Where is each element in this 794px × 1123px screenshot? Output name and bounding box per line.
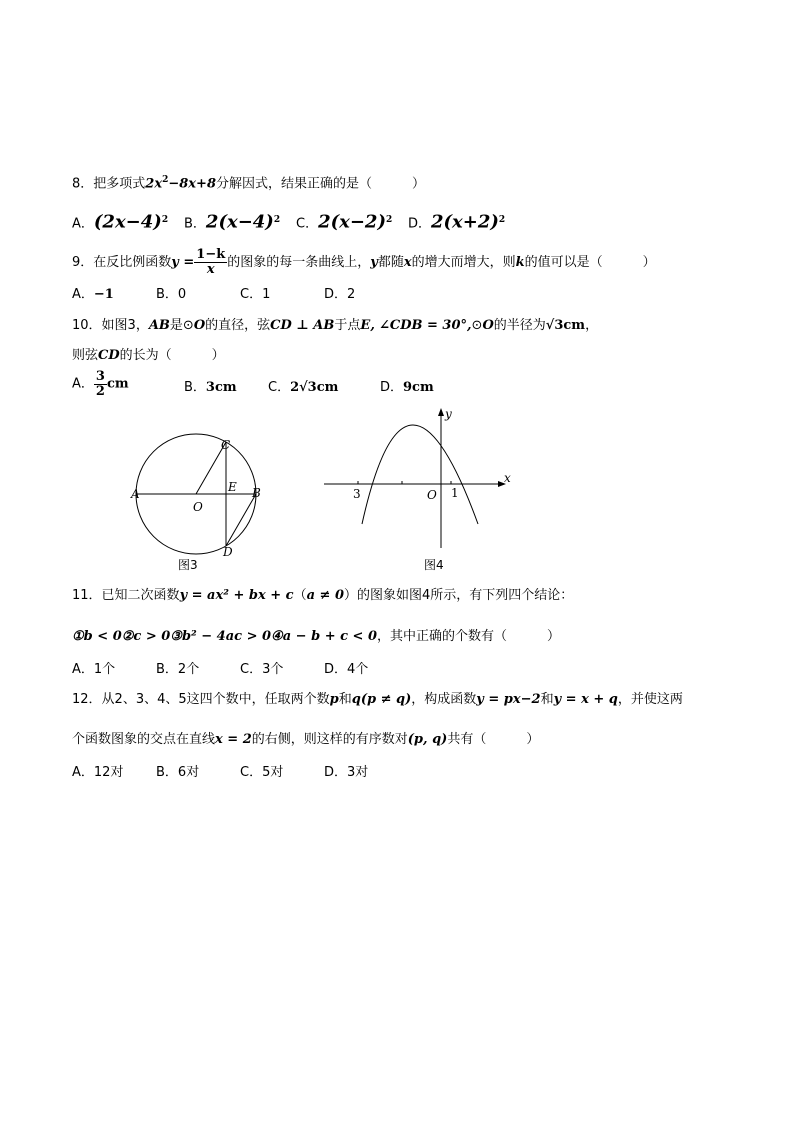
q10-text-c: 的直径，弦: [205, 318, 271, 333]
q9-fraction: [194, 248, 227, 277]
q11-func: y = ax² + bx + c: [179, 588, 294, 603]
option-label: D．: [408, 216, 432, 232]
q10-angle: ∠CDB = 30°,: [378, 318, 472, 333]
fig3-label-e: E: [228, 480, 237, 494]
q10-line2-a: 则弦: [72, 348, 99, 363]
q11-text-e: ）: [547, 629, 561, 644]
q12-line2-c: 共有（: [447, 732, 487, 747]
q9-var-k: k: [515, 255, 525, 270]
q12-text-b: 和: [338, 692, 352, 707]
option-value: 3个: [262, 662, 284, 677]
q11-cond: a ≠ 0: [306, 588, 345, 603]
q10-cd: CD: [98, 348, 120, 363]
q10-radius: √3cm: [545, 318, 586, 333]
q10-number: 10．: [72, 318, 102, 333]
figure-3: [120, 430, 280, 580]
option-value: 2个: [177, 662, 200, 677]
option-label: A．: [72, 216, 94, 232]
q10-cd-perp: CD ⊥ AB: [270, 318, 335, 333]
q8-option-a[interactable]: [72, 210, 168, 234]
option-value: 0: [177, 287, 187, 302]
q8-text-b: 分解因式，结果正确的是（: [216, 176, 373, 192]
option-label: A．: [72, 662, 94, 677]
option-label: B．: [184, 216, 206, 232]
q11-option-b[interactable]: [156, 660, 199, 680]
option-value: 3对: [347, 765, 369, 780]
q11-text-b: （: [293, 588, 307, 603]
option-label: B．: [156, 765, 178, 780]
q8-number: 8．: [72, 176, 94, 192]
q8-option-d[interactable]: [408, 210, 505, 234]
q11-conclusions: ①b < 0②c > 0③b² − 4ac > 0④a − b + c < 0: [72, 629, 378, 644]
q10-text-e: ⊙: [471, 318, 483, 333]
option-value: 1: [262, 287, 271, 302]
q10-text-a: 如图3，: [101, 318, 149, 333]
q12-pair: (p, q): [407, 732, 448, 747]
q9-option-b[interactable]: [156, 285, 186, 305]
q10-o2: O: [482, 318, 494, 333]
q12-text-c: ，构成函数: [411, 692, 477, 707]
fig3-label-a: A: [131, 487, 140, 501]
option-label: C．: [268, 380, 291, 395]
q11-line2: [72, 627, 560, 647]
fig4-label-neg3: 3: [353, 487, 361, 501]
option-value: 1个: [93, 662, 116, 677]
fig4-y-arrow: [438, 408, 444, 416]
option-label: A．: [72, 765, 94, 780]
q9-text-a: 在反比例函数: [93, 255, 172, 270]
q12-option-a[interactable]: [72, 763, 123, 783]
q10-option-b[interactable]: [184, 378, 237, 398]
q12-line2: [72, 730, 539, 750]
option-label: B．: [156, 287, 178, 302]
q9-option-c[interactable]: [240, 285, 270, 305]
q8-expr-sup: 2: [162, 175, 169, 185]
q8-text-a: 把多项式: [93, 176, 146, 192]
option-label: C．: [240, 765, 263, 780]
q12-option-b[interactable]: [156, 763, 199, 783]
q10-line2-c: ）: [211, 348, 225, 363]
q9-text-b: 的图象的每一条曲线上，: [227, 255, 371, 270]
option-value: 3cm: [205, 380, 237, 395]
option-value: 5对: [262, 765, 284, 780]
option-value: −1: [93, 287, 114, 302]
q12-text-e: ，并使这两: [617, 692, 683, 707]
q12-f2: y = x + q: [553, 692, 618, 707]
q10-stem: [72, 316, 598, 336]
q9-text-f: ）: [642, 255, 656, 270]
option-label: C．: [240, 287, 263, 302]
option-expr: 2(x−2): [318, 211, 386, 233]
option-expr: (2x−4): [93, 211, 162, 233]
option-sup: 2: [273, 215, 281, 225]
q10-option-c[interactable]: [268, 378, 338, 398]
q9-text-c: 都随: [377, 255, 404, 270]
q9-text-e: 的值可以是（: [524, 255, 603, 270]
q9-option-d[interactable]: [324, 285, 355, 305]
fig3-label-b: B: [252, 486, 261, 500]
fig3-label-c: C: [221, 438, 231, 452]
q12-number: 12．: [72, 692, 102, 707]
q12-text-d: 和: [540, 692, 554, 707]
q10-text-d: 于点: [334, 318, 361, 333]
option-expr: 2(x+2): [431, 211, 499, 233]
figure-4: [320, 406, 520, 580]
fig4-parabola: [362, 425, 478, 524]
q12-line2-a: 个函数图象的交点在直线: [72, 732, 216, 747]
q12-p: p: [329, 692, 339, 707]
q11-stem: [72, 586, 573, 606]
q10-text-g: ，: [585, 318, 599, 333]
fig4-label-y: y: [445, 407, 452, 421]
option-frac-num: 3: [95, 369, 105, 384]
option-value: 4个: [347, 662, 369, 677]
q8-option-b[interactable]: [184, 210, 280, 234]
option-fraction: [94, 370, 107, 399]
fig3-label-o: O: [193, 500, 203, 514]
q8-expr-b: −8x+8: [168, 176, 216, 192]
q11-text-a: 已知二次函数: [101, 588, 180, 603]
option-value: 9cm: [403, 380, 434, 395]
fig3-label-d: D: [223, 545, 233, 559]
q11-option-a[interactable]: [72, 660, 115, 680]
option-value: 2: [347, 287, 356, 302]
option-frac-den: 2: [95, 384, 105, 399]
option-label: D．: [324, 765, 348, 780]
option-label: C．: [296, 216, 319, 232]
q11-text-c: ）的图象如图4所示，有下列四个结论：: [344, 588, 574, 603]
option-value: 2√3cm: [290, 380, 339, 395]
fig4-caption: 图4: [424, 558, 444, 572]
q11-option-c[interactable]: [240, 660, 283, 680]
q11-number: 11．: [72, 588, 102, 603]
fig4-label-one: 1: [451, 486, 459, 500]
option-label: D．: [324, 662, 348, 677]
option-sup: 2: [385, 215, 393, 225]
q11-text-d: ，其中正确的个数有（: [377, 629, 508, 644]
q12-text-a: 从2、3、4、5这四个数中，任取两个数: [101, 692, 330, 707]
fig4-label-o: O: [427, 488, 437, 502]
option-sup: 2: [161, 215, 169, 225]
q9-var-y: y: [370, 255, 378, 270]
q11-option-d[interactable]: [324, 660, 368, 680]
q12-f1: y = px−2: [476, 692, 541, 707]
q10-ab: AB: [148, 318, 170, 333]
q12-line2-d: ）: [526, 732, 540, 747]
option-label: B．: [156, 662, 178, 677]
option-label: A．: [72, 376, 94, 392]
q12-line2-b: 的右侧，则这样的有序数对: [251, 732, 408, 747]
q10-option-d[interactable]: [380, 378, 434, 398]
q9-number: 9．: [72, 255, 94, 270]
q8-text-c: ）: [412, 176, 426, 192]
q12-option-c[interactable]: [240, 763, 283, 783]
fig4-label-x: x: [504, 471, 511, 485]
q10-e: E,: [360, 318, 375, 333]
q8-stem: [72, 170, 425, 194]
q9-y-eq: y =: [171, 255, 195, 270]
q10-line2: [72, 346, 225, 366]
option-value: 6对: [177, 765, 200, 780]
q9-option-a[interactable]: [72, 285, 114, 305]
option-unit: cm: [106, 376, 129, 392]
q12-q-cond: q(p ≠ q): [351, 692, 412, 707]
fig3-caption: 图3: [178, 558, 198, 572]
option-expr: 2(x−4): [205, 211, 274, 233]
q9-text-d: 的增大而增大，则: [411, 255, 516, 270]
q10-text-f: 的半径为: [493, 318, 546, 333]
option-label: D．: [380, 380, 404, 395]
q12-option-d[interactable]: [324, 763, 368, 783]
q9-var-x: x: [403, 255, 412, 270]
q12-stem: [72, 690, 683, 710]
q10-line2-b: 的长为（: [119, 348, 172, 363]
option-sup: 2: [498, 215, 506, 225]
q8-expr-a: 2x: [145, 176, 163, 192]
q9-stem: [72, 246, 656, 280]
q10-o1: O: [193, 318, 206, 333]
option-label: B．: [184, 380, 206, 395]
fig3-segment-db: [226, 494, 256, 546]
option-label: C．: [240, 662, 263, 677]
option-label: D．: [324, 287, 348, 302]
option-label: A．: [72, 287, 94, 302]
q12-line: x = 2: [215, 732, 252, 747]
q8-option-c[interactable]: [296, 210, 392, 234]
q10-text-b: 是⊙: [169, 318, 194, 333]
q10-option-a[interactable]: [72, 370, 129, 399]
q9-frac-den: x: [206, 262, 215, 277]
option-value: 12对: [93, 765, 124, 780]
q9-frac-num: 1−k: [196, 247, 226, 262]
